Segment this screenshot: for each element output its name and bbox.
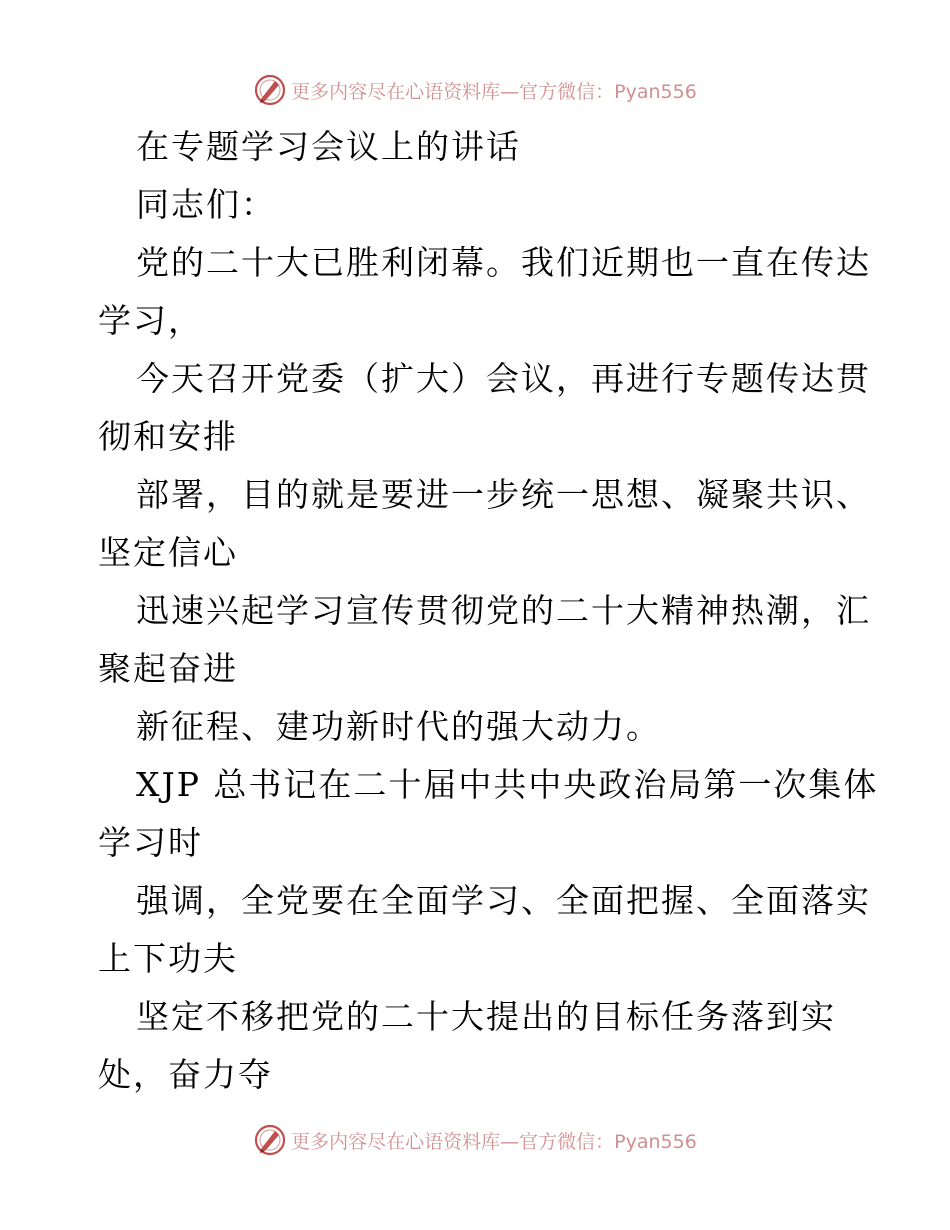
document-line: 今天召开党委（扩大）会议，再进行专题传达贯 (136, 359, 871, 398)
footer-banner (0, 1120, 950, 1160)
document-line: 学习， (98, 301, 203, 340)
document-line: 党的二十大已胜利闭幕。我们近期也一直在传达 (136, 243, 871, 282)
document-line: 坚定不移把党的二十大提出的目标任务落到实 (136, 997, 836, 1036)
document-line: 学习时 (98, 823, 203, 862)
document-line: 聚起奋进 (98, 649, 238, 688)
document-line: 上下功夫 (98, 939, 238, 978)
pen-logo-icon (253, 73, 287, 107)
document-line: 处，奋力夺 (98, 1055, 273, 1094)
document-line: 迅速兴起学习宣传贯彻党的二十大精神热潮，汇 (136, 591, 871, 630)
header-banner-text: 更多内容尽在心语资料库—官方微信：Pyan556 (291, 80, 697, 103)
document-line: 强调，全党要在全面学习、全面把握、全面落实 (136, 881, 871, 920)
document-body (98, 118, 879, 1104)
document-line: 新征程、建功新时代的强大动力。 (136, 707, 661, 746)
document-line: 彻和安排 (98, 417, 238, 456)
document-line: 坚定信心 (98, 533, 238, 572)
document-line: 同志们： (136, 185, 276, 224)
header-banner (0, 70, 950, 110)
document-line: 在专题学习会议上的讲话 (136, 127, 521, 166)
pen-logo-icon (253, 1123, 287, 1157)
document-line: XJP 总书记在二十届中共中央政治局第一次集体 (136, 765, 879, 804)
document-line: 部署，目的就是要进一步统一思想、凝聚共识、 (136, 475, 871, 514)
footer-banner-text: 更多内容尽在心语资料库—官方微信：Pyan556 (291, 1130, 697, 1153)
